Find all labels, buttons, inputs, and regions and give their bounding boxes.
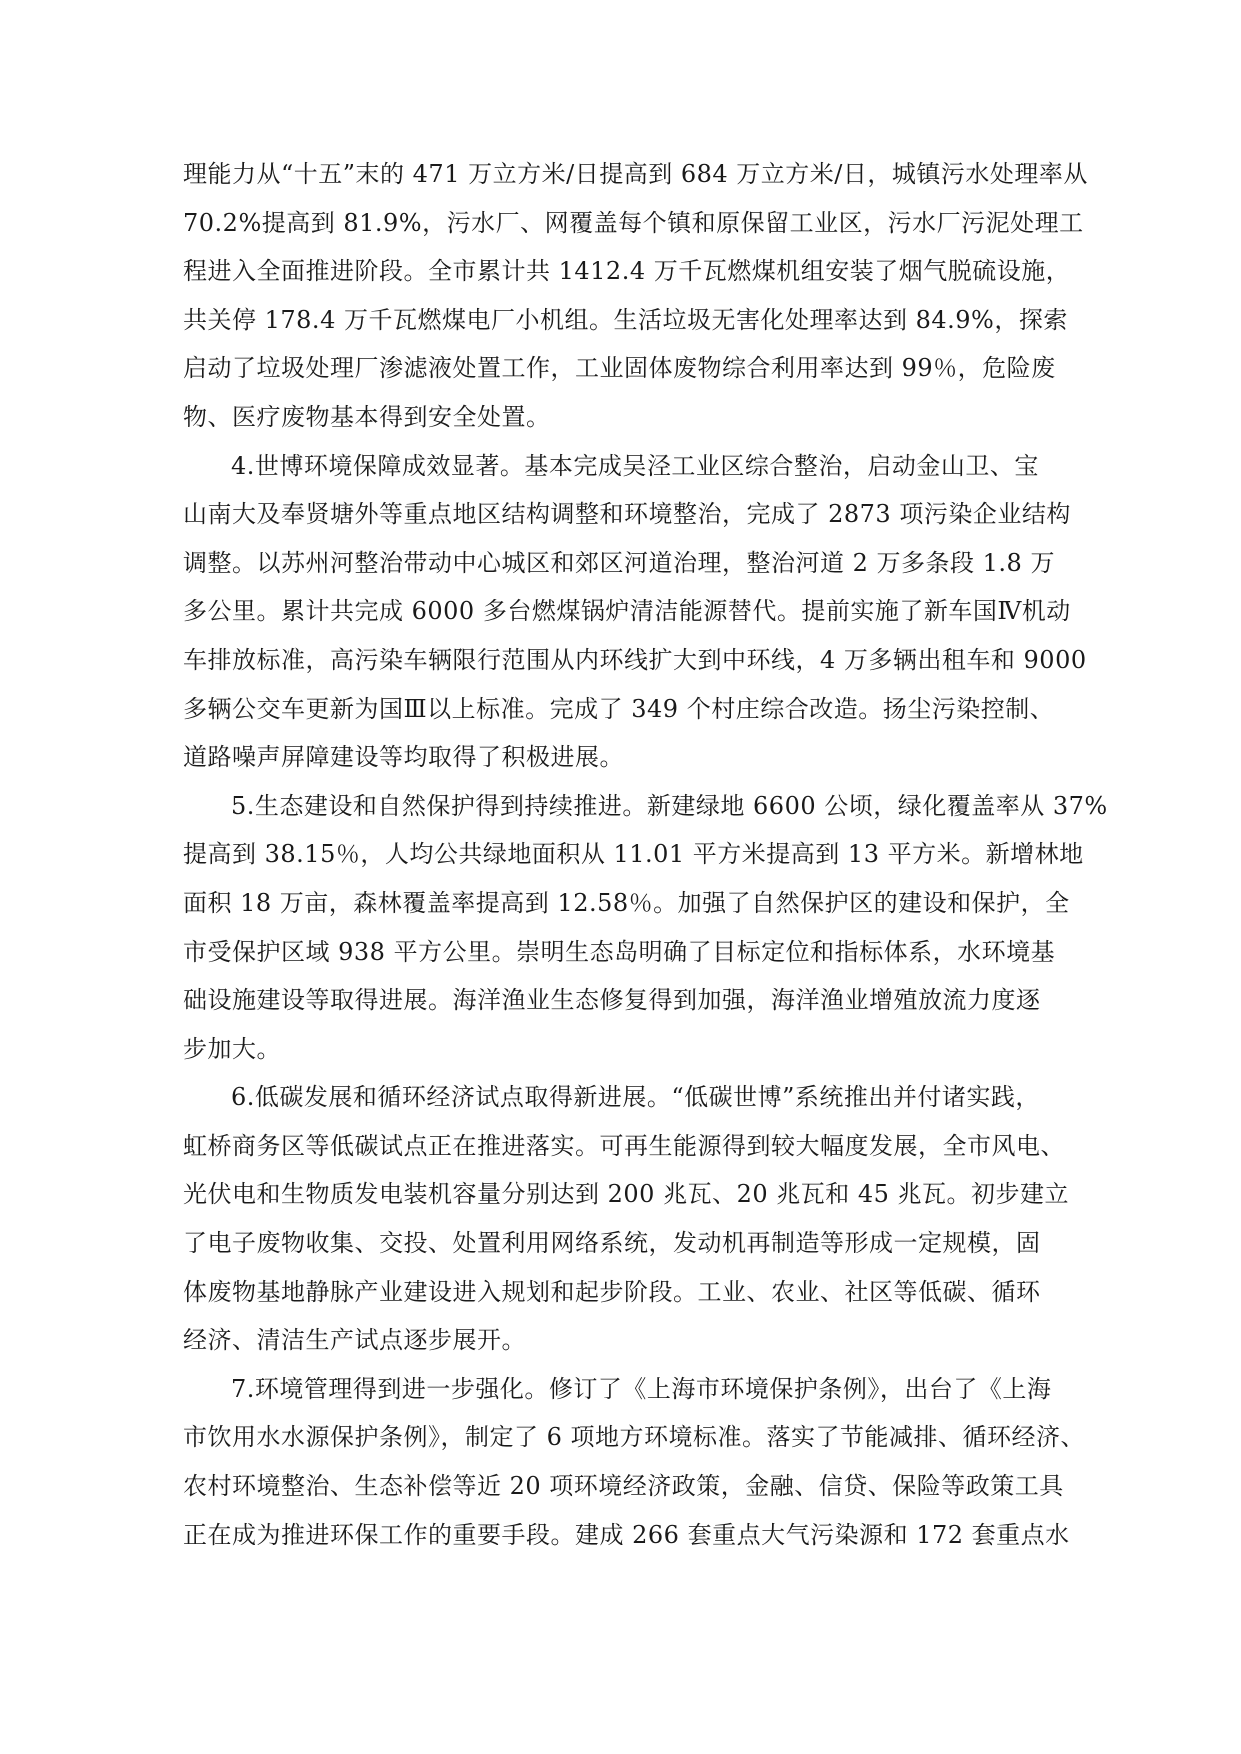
text-line: 础设施建设等取得进展。海洋渔业生态修复得到加强，海洋渔业增殖放流力度逐 (183, 986, 1041, 1015)
text-line: 农村环境整治、生态补偿等近 20 项环境经济政策，金融、信贷、保险等政策工具 (183, 1472, 1064, 1501)
text-line: 多公里。累计共完成 6000 多台燃煤锅炉清洁能源替代。提前实施了新车国Ⅳ机动 (183, 597, 1071, 626)
text-line: 市饮用水水源保护条例》，制定了 6 项地方环境标准。落实了节能减排、循环经济、 (183, 1423, 1086, 1452)
text-line: 山南大及奉贤塘外等重点地区结构调整和环境整治，完成了 2873 项污染企业结构 (183, 500, 1071, 529)
paragraph-wastewater (183, 150, 1088, 442)
text-line: 理能力从“十五”末的 471 万立方米/日提高到 684 万立方米/日，城镇污水处理率从 (183, 160, 1088, 188)
text-line: 了电子废物收集、交投、处置利用网络系统，发动机再制造等形成一定规模，固 (183, 1229, 1041, 1258)
text-line: 正在成为推进环保工作的重要手段。建成 266 套重点大气污染源和 172 套重点水 (183, 1520, 1070, 1549)
text-line: 物、医疗废物基本得到安全处置。 (183, 402, 551, 431)
text-line: 5.生态建设和自然保护得到持续推进。新建绿地 6600 公顷，绿化覆盖率从 37% (231, 791, 1108, 820)
text-line: 6.低碳发展和循环经济试点取得新进展。“低碳世博”系统推出并付诸实践， (231, 1083, 1040, 1112)
text-line: 经济、清洁生产试点逐步展开。 (183, 1326, 526, 1355)
text-line: 70.2%提高到 81.9%，污水厂、网覆盖每个镇和原保留工业区，污水厂污泥处理工 (183, 208, 1084, 237)
text-line: 车排放标准，高污染车辆限行范围从内环线扩大到中环线，4 万多辆出租车和 9000 (183, 645, 1087, 674)
text-line: 7.环境管理得到进一步强化。修订了《上海市环境保护条例》，出台了《上海 (231, 1374, 1052, 1403)
text-line: 虹桥商务区等低碳试点正在推进落实。可再生能源得到较大幅度发展，全市风电、 (183, 1131, 1065, 1160)
text-line: 调整。以苏州河整治带动中心城区和郊区河道治理，整治河道 2 万多条段 1.8 万 (183, 548, 1055, 577)
text-line: 启动了垃圾处理厂渗滤液处置工作，工业固体废物综合利用率达到 99％，危险废 (183, 354, 1056, 383)
text-line: 4.世博环境保障成效显著。基本完成吴泾工业区综合整治，启动金山卫、宝 (231, 451, 1039, 480)
paragraph-low-carbon (183, 1073, 1070, 1365)
text-line: 提高到 38.15％，人均公共绿地面积从 11.01 平方米提高到 13 平方米。新增林地 (183, 840, 1084, 869)
text-line: 体废物基地静脉产业建设进入规划和起步阶段。工业、农业、社区等低碳、循环 (183, 1277, 1041, 1306)
text-line: 面积 18 万亩，森林覆盖率提高到 12.58％。加强了自然保护区的建设和保护，全 (183, 888, 1070, 917)
text-line: 光伏电和生物质发电装机容量分别达到 200 兆瓦、20 兆瓦和 45 兆瓦。初步建立 (183, 1180, 1070, 1209)
paragraph-management (183, 1365, 1086, 1559)
paragraph-ecology (183, 782, 1108, 1074)
text-line: 程进入全面推进阶段。全市累计共 1412.4 万千瓦燃煤机组安装了烟气脱硫设施， (183, 257, 1071, 286)
text-line: 共关停 178.4 万千瓦燃煤电厂小机组。生活垃圾无害化处理率达到 84.9%，探索 (183, 305, 1068, 334)
text-line: 市受保护区域 938 平方公里。崇明生态岛明确了目标定位和指标体系，水环境基 (183, 937, 1056, 966)
paragraph-expo-environment (183, 442, 1087, 782)
text-line: 道路噪声屏障建设等均取得了积极进展。 (183, 743, 624, 772)
body-text (183, 150, 1108, 1559)
text-line: 多辆公交车更新为国Ⅲ以上标准。完成了 349 个村庄综合改造。扬尘污染控制、 (183, 694, 1055, 723)
text-line: 步加大。 (183, 1034, 281, 1063)
